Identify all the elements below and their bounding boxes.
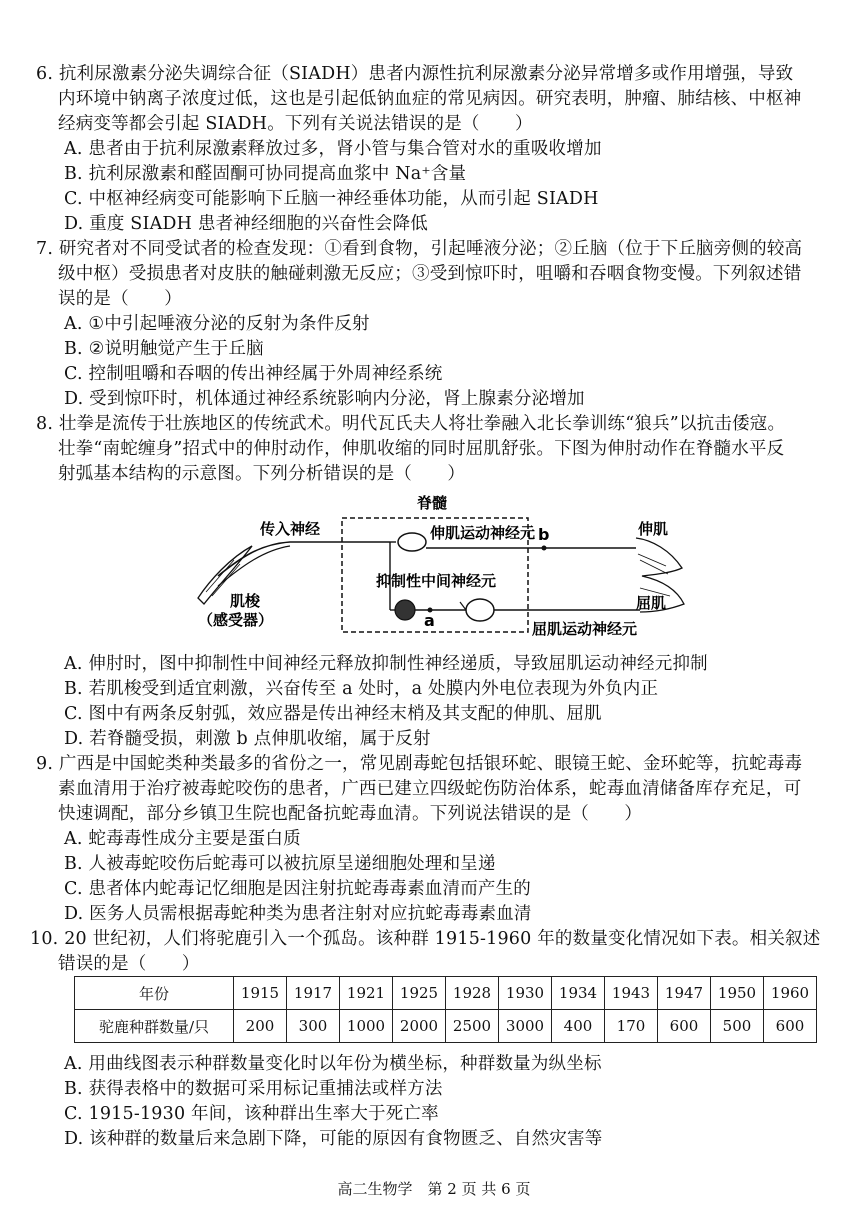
table-cell: 3000 [499, 1010, 552, 1043]
table-cell: 1925 [393, 977, 446, 1010]
q6-option-c: C. 中枢神经病变可能影响下丘脑一神经垂体功能，从而引起 SIADH [64, 189, 599, 209]
q9-option-d: D. 医务人员需根据毒蛇种类为患者注射对应抗蛇毒毒素血清 [64, 904, 532, 924]
reflex-arc-diagram [190, 488, 690, 644]
q7-stem-line-3: 误的是（ ） [58, 289, 182, 309]
table-cell: 1930 [499, 977, 552, 1010]
q8-option-c: C. 图中有两条反射弧，效应器是传出神经末梢及其支配的伸肌、屈肌 [64, 704, 602, 724]
table-cell: 1934 [552, 977, 605, 1010]
table-cell: 1915 [234, 977, 287, 1010]
q8-option-a: A. 伸肘时，图中抑制性中间神经元释放抑制性神经递质，导致屈肌运动神经元抑制 [64, 654, 708, 674]
table-cell: 2500 [446, 1010, 499, 1043]
inhibitory-interneuron-body [395, 600, 415, 620]
q9-stem-line-3: 快速调配，部分乡镇卫生院也配备抗蛇毒血清。下列说法错误的是（ ） [58, 804, 643, 824]
q6-option-b: B. 抗利尿激素和醛固酮可协同提高血浆中 Na⁺含量 [64, 164, 467, 184]
q8-stem-line-3: 射弧基本结构的示意图。下列分析错误的是（ ） [58, 464, 466, 484]
moose-population-table [74, 976, 817, 1043]
table-cell: 1917 [287, 977, 340, 1010]
q10-option-b: B. 获得表格中的数据可采用标记重捕法或样方法 [64, 1079, 443, 1099]
table-cell: 1947 [658, 977, 711, 1010]
table-cell: 2000 [393, 1010, 446, 1043]
q10-option-a: A. 用曲线图表示种群数量变化时以年份为横坐标，种群数量为纵坐标 [64, 1054, 602, 1074]
spinal-cord-label: 脊髓 [416, 494, 448, 512]
q6-option-d: D. 重度 SIADH 患者神经细胞的兴奋性会降低 [64, 214, 428, 234]
q6-stem-line-1: 6. 抗利尿激素分泌失调综合征（SIADH）患者内源性抗利尿激素分泌异常增多或作用增强，导致 [36, 64, 794, 84]
q7-option-c: C. 控制咀嚼和吞咽的传出神经属于外周神经系统 [64, 364, 443, 384]
q6-stem-line-3: 经病变等都会引起 SIADH。下列有关说法错误的是（ ） [58, 114, 533, 134]
q8-stem-line-1: 8. 壮拳是流传于壮族地区的传统武术。明代瓦氏夫人将壮拳融入北长拳训练“狼兵”以抗击倭寇。 [36, 414, 786, 434]
extensor-motor-neuron-label: 伸肌运动神经元 [430, 524, 536, 542]
q9-option-c: C. 患者体内蛇毒记忆细胞是因注射抗蛇毒毒素血清而产生的 [64, 879, 531, 899]
point-a-label: a [424, 611, 435, 630]
q6-stem-line-2: 内环境中钠离子浓度过低，这也是引起低钠血症的常见病因。研究表明，肿瘤、肺结核、中枢神 [58, 89, 802, 109]
q7-option-b: B. ②说明触觉产生于丘脑 [64, 339, 264, 359]
flexor-motor-neuron-label: 屈肌运动神经元 [532, 620, 638, 638]
q10-stem-line-2: 错误的是（ ） [58, 954, 200, 974]
q10-stem-line-1: 10. 20 世纪初，人们将驼鹿引入一个孤岛。该种群 1915-1960 年的数量变化情况如下表。相关叙述 [30, 929, 821, 949]
q8-stem-line-2: 壮拳“南蛇缠身”招式中的伸肘动作，伸肌收缩的同时屈肌舒张。下图为伸肘动作在脊髓水平反 [58, 439, 785, 459]
table-row-counts [75, 1010, 817, 1043]
table-cell: 1950 [711, 977, 764, 1010]
q7-stem-line-2: 级中枢）受损患者对皮肤的触碰刺激无反应；③受到惊吓时，咀嚼和吞咽食物变慢。下列叙述错 [58, 264, 802, 284]
table-cell: 1960 [764, 977, 817, 1010]
q7-option-d: D. 受到惊吓时，机体通过神经系统影响内分泌，肾上腺素分泌增加 [64, 389, 585, 409]
table-cell: 1000 [340, 1010, 393, 1043]
table-cell: 300 [287, 1010, 340, 1043]
afferent-fiber [218, 542, 390, 576]
table-cell: 1928 [446, 977, 499, 1010]
receptor-label: （感受器） [198, 611, 274, 629]
table-cell: 1921 [340, 977, 393, 1010]
q10-option-d: D. 该种群的数量后来急剧下降，可能的原因有食物匮乏、自然灾害等 [64, 1129, 603, 1149]
extensor-muscle-label: 伸肌 [638, 520, 669, 538]
page-footer: 高二生物学 第 2 页 共 6 页 [337, 1180, 531, 1198]
table-cell: 600 [764, 1010, 817, 1043]
q8-option-b: B. 若肌梭受到适宜刺激，兴奋传至 a 处时，a 处膜内外电位表现为外负内正 [64, 679, 659, 699]
flexor-muscle-label: 屈肌 [636, 594, 667, 612]
q10-option-c: C. 1915-1930 年间，该种群出生率大于死亡率 [64, 1104, 439, 1124]
table-cell: 600 [658, 1010, 711, 1043]
q7-stem-line-1: 7. 研究者对不同受试者的检查发现：①看到食物，引起唾液分泌；②丘脑（位于下丘脑旁侧的较高 [36, 239, 803, 259]
table-row-years [75, 977, 817, 1010]
q8-option-d: D. 若脊髓受损，刺激 b 点伸肌收缩，属于反射 [64, 729, 431, 749]
point-b-label: b [538, 525, 550, 544]
table-cell: 170 [605, 1010, 658, 1043]
muscle-spindle-label: 肌梭 [230, 592, 261, 610]
inhibitory-interneuron-label: 抑制性中间神经元 [376, 572, 497, 590]
q6-option-a: A. 患者由于抗利尿激素释放过多，肾小管与集合管对水的重吸收增加 [64, 139, 602, 159]
q7-option-a: A. ①中引起唾液分泌的反射为条件反射 [64, 314, 370, 334]
q9-stem-line-2: 素血清用于治疗被毒蛇咬伤的患者，广西已建立四级蛇伤防治体系，蛇毒血清储备库存充足，可 [58, 779, 802, 799]
table-cell: 400 [552, 1010, 605, 1043]
table-cell: 500 [711, 1010, 764, 1043]
q9-stem-line-1: 9. 广西是中国蛇类种类最多的省份之一，常见剧毒蛇包括银环蛇、眼镜王蛇、金环蛇等，抗蛇毒毒 [36, 754, 803, 774]
afferent-nerve-label: 传入神经 [260, 520, 321, 538]
q9-option-b: B. 人被毒蛇咬伤后蛇毒可以被抗原呈递细胞处理和呈递 [64, 854, 496, 874]
extensor-motor-neuron-body [398, 533, 426, 551]
flexor-motor-neuron-body [466, 599, 494, 621]
table-header-year: 年份 [75, 977, 234, 1010]
table-header-count: 驼鹿种群数量/只 [75, 1010, 234, 1043]
table-cell: 200 [234, 1010, 287, 1043]
table-cell: 1943 [605, 977, 658, 1010]
q9-option-a: A. 蛇毒毒性成分主要是蛋白质 [64, 829, 301, 849]
point-b-marker [542, 546, 547, 551]
